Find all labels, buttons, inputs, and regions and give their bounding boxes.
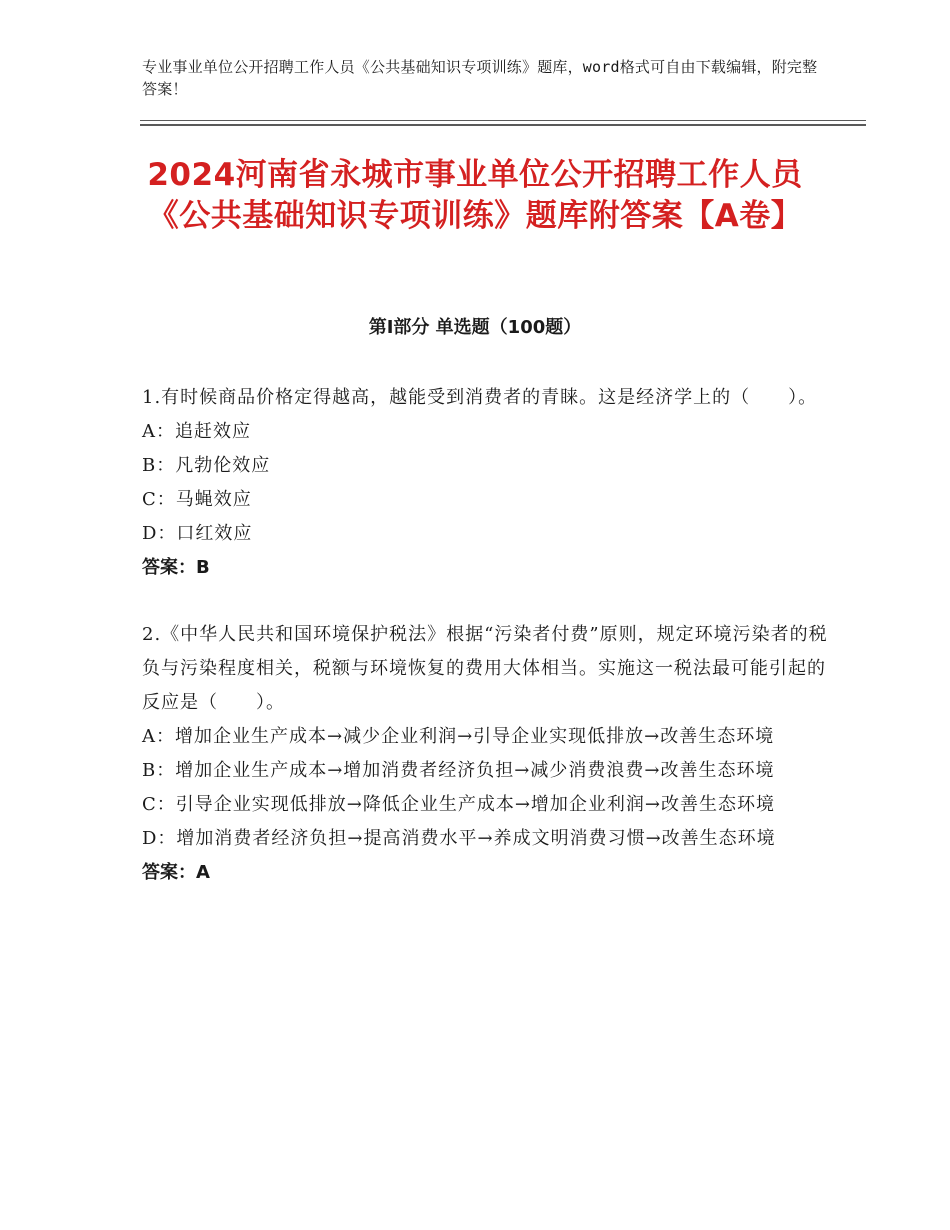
question-stem: 1.有时候商品价格定得越高，越能受到消费者的青睐。这是经济学上的（ ）。 [142, 387, 818, 408]
question-list [142, 381, 832, 890]
option-c: C：引导企业实现低排放→降低企业生产成本→增加企业利润→改善生态环境 [142, 794, 776, 815]
option-d: D：增加消费者经济负担→提高消费水平→养成文明消费习惯→改善生态环境 [142, 828, 776, 849]
answer-line: 答案：B [142, 557, 210, 578]
header-divider-thin [140, 120, 866, 121]
question-1 [142, 381, 832, 585]
option-c: C：马蝇效应 [142, 489, 252, 510]
section-heading: 第Ⅰ部分 单选题（100题） [368, 317, 582, 338]
option-a: A：追赶效应 [142, 421, 251, 442]
option-a: A：增加企业生产成本→减少企业利润→引导企业实现低排放→改善生态环境 [142, 726, 775, 747]
question-stem: 2.《中华人民共和国环境保护税法》根据“污染者付费”原则，规定环境污染者的税负与污染程度相关，税额与环境恢复的费用大体相当。实施这一税法最可能引起的反应是（ ）。 [142, 624, 828, 713]
header-note: 专业事业单位公开招聘工作人员《公共基础知识专项训练》题库，word格式可自由下载编辑，附完整答案！ [142, 58, 818, 98]
answer-line: 答案：A [142, 862, 210, 883]
question-2 [142, 618, 832, 890]
option-b: B：增加企业生产成本→增加消费者经济负担→减少消费浪费→改善生态环境 [142, 760, 775, 781]
option-b: B：凡勃伦效应 [142, 455, 271, 476]
option-d: D：口红效应 [142, 523, 253, 544]
document-title: 2024河南省永城市事业单位公开招聘工作人员《公共基础知识专项训练》题库附答案【A卷】 [147, 157, 803, 234]
header-divider-thick [140, 124, 866, 126]
